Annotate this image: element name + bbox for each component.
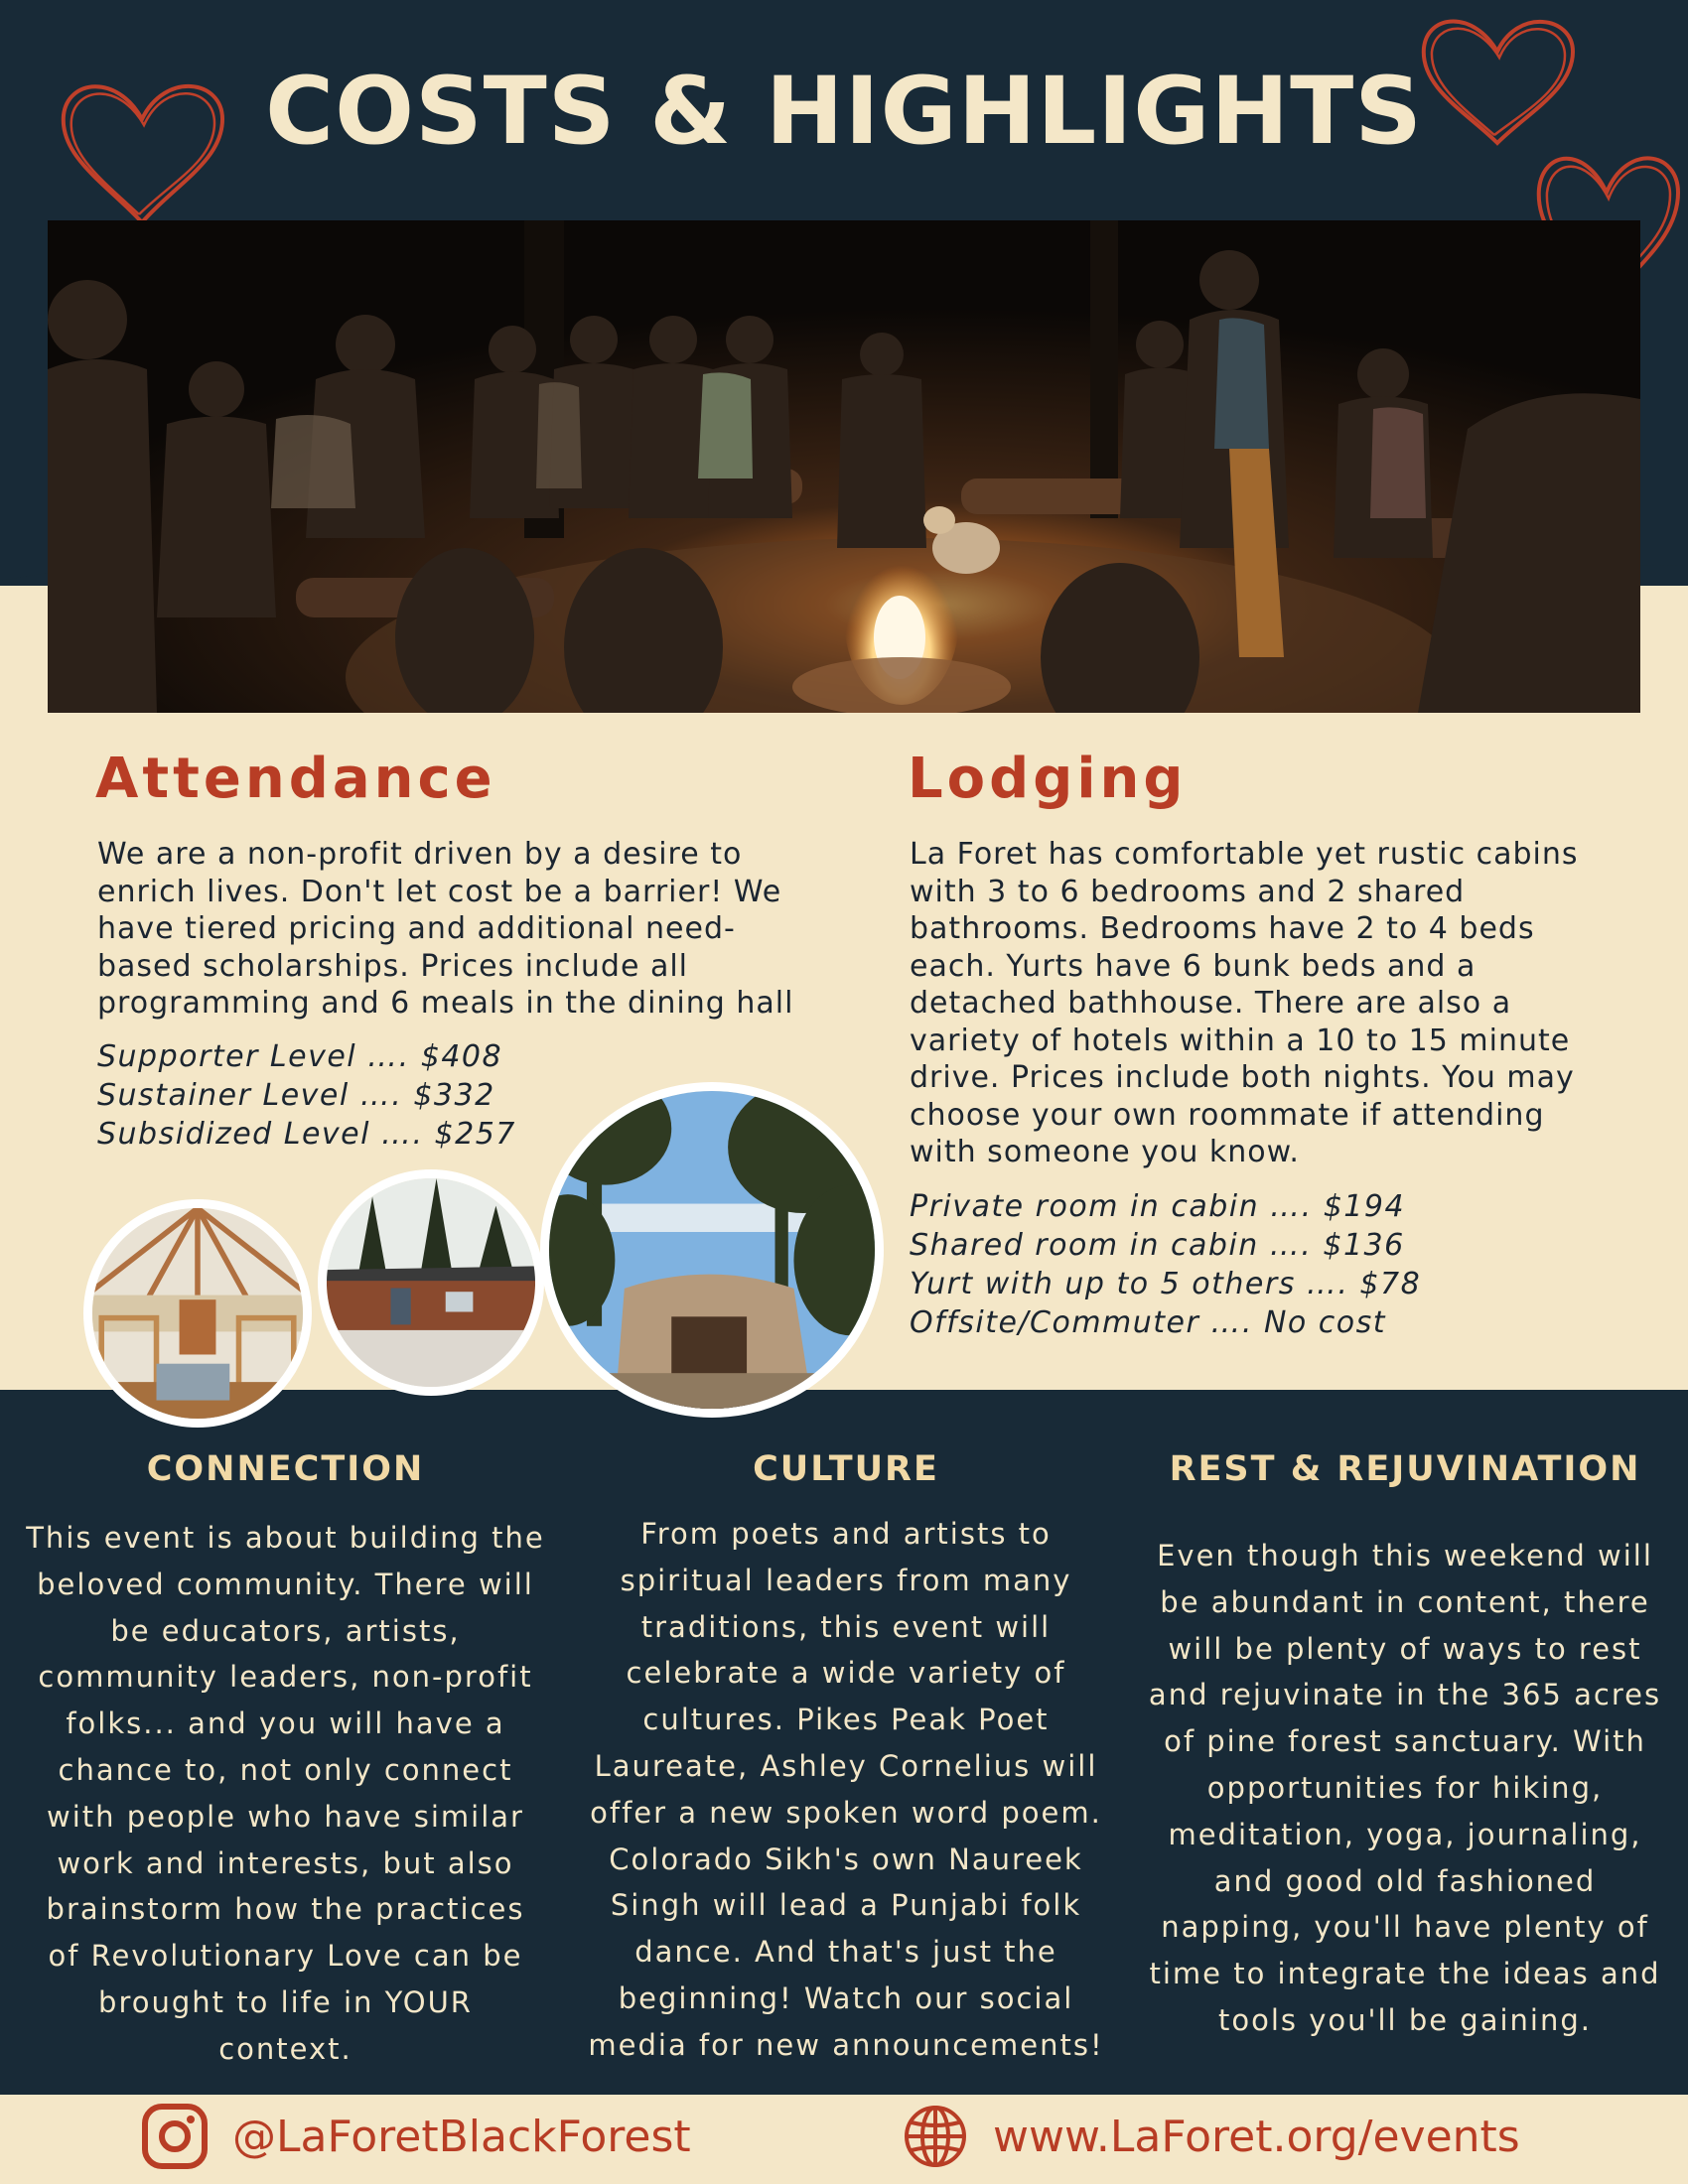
text-line: work and interests, but also — [57, 1845, 514, 1880]
text-line: variety of hotels within a 10 to 15 minute — [910, 1023, 1571, 1058]
text-line: and good old fashioned — [1213, 1863, 1597, 1898]
heart-doodle-icon — [1410, 4, 1584, 153]
rest-rejuvination-text — [1122, 1533, 1688, 2044]
text-line: beginning! Watch our social — [618, 1980, 1074, 2015]
text-line: beloved community. There will — [37, 1567, 534, 1601]
globe-icon — [902, 2103, 969, 2170]
text-line: Even though this weekend will — [1157, 1539, 1653, 1572]
text-line: with people who have similar — [47, 1799, 524, 1834]
culture-text — [573, 1511, 1119, 2069]
text-line: choose your own roommate if attending — [910, 1097, 1545, 1133]
rest-rejuvination-title: REST & REJUVINATION — [1169, 1449, 1641, 1489]
page-title: COSTS & HIGHLIGHTS — [265, 58, 1423, 166]
cabin-photo — [318, 1169, 544, 1396]
lodging-description — [910, 836, 1579, 1171]
text-line: Colorado Sikh's own Naureek — [609, 1842, 1083, 1876]
attendance-description — [97, 836, 793, 1023]
text-line: of pine forest sanctuary. With — [1164, 1724, 1646, 1759]
heart-doodle-icon — [48, 66, 236, 234]
text-line: will be plenty of ways to rest — [1168, 1631, 1642, 1666]
text-line: time to integrate the ideas and — [1149, 1957, 1661, 1991]
culture-title: CULTURE — [753, 1449, 939, 1489]
text-line: cultures. Pikes Peak Poet — [642, 1703, 1050, 1737]
text-line: La Foret has comfortable yet rustic cabins — [910, 837, 1579, 872]
connection-text — [0, 1515, 571, 2073]
text-line: each. Yurts have 6 bunk beds and a — [910, 948, 1477, 984]
text-line: based scholarships. Prices include all — [97, 948, 688, 984]
text-line: dance. And that's just the — [634, 1935, 1057, 1970]
text-line: bathrooms. Bedrooms have 2 to 4 beds — [910, 911, 1535, 946]
price-item: Sustainer Level …. $332 — [97, 1078, 495, 1113]
website-link[interactable] — [902, 2103, 1520, 2170]
text-line: have tiered pricing and additional need- — [97, 911, 736, 946]
text-line: and rejuvinate in the 365 acres — [1148, 1678, 1662, 1712]
instagram-handle: @LaForetBlackForest — [232, 2111, 691, 2162]
text-line: tools you'll be gaining. — [1218, 2002, 1592, 2037]
text-line: offer a new spoken word poem. — [590, 1795, 1102, 1830]
attendance-heading: Attendance — [95, 747, 496, 811]
text-line: media for new announcements! — [588, 2027, 1104, 2062]
website-url: www.LaForet.org/events — [993, 2111, 1520, 2162]
instagram-icon — [141, 2103, 209, 2170]
text-line: context. — [218, 2031, 352, 2066]
text-line: folks... and you will have a — [66, 1706, 505, 1741]
text-line: brought to life in YOUR — [98, 1984, 473, 2019]
lodging-price-list — [910, 1187, 1421, 1342]
text-line: of Revolutionary Love can be — [48, 1939, 523, 1974]
text-line: with someone you know. — [910, 1135, 1300, 1169]
text-line: traditions, this event will — [640, 1609, 1052, 1644]
text-line: enrich lives. Don't let cost be a barrier! We — [97, 874, 782, 909]
price-item: Yurt with up to 5 others …. $78 — [910, 1267, 1422, 1301]
text-line: be abundant in content, there — [1160, 1584, 1650, 1619]
text-line: This event is about building the — [26, 1521, 545, 1555]
price-item: Private room in cabin …. $194 — [910, 1189, 1406, 1224]
text-line: with 3 to 6 bedrooms and 2 shared — [910, 874, 1466, 909]
attendance-price-list — [97, 1037, 516, 1154]
text-line: detached bathhouse. There are also a — [910, 986, 1512, 1021]
text-line: chance to, not only connect — [58, 1752, 513, 1787]
connection-title: CONNECTION — [146, 1449, 425, 1489]
text-line: brainstorm how the practices — [46, 1892, 525, 1927]
text-line: celebrate a wide variety of — [626, 1656, 1066, 1691]
text-line: be educators, artists, — [110, 1613, 461, 1648]
lodging-heading: Lodging — [908, 747, 1188, 811]
text-line: meditation, yoga, journaling, — [1168, 1817, 1642, 1851]
text-line: programming and 6 meals in the dining hall — [97, 986, 794, 1021]
text-line: From poets and artists to — [640, 1517, 1052, 1551]
campfire-photo — [48, 220, 1640, 713]
forest-gate-photo — [540, 1082, 884, 1418]
text-line: Singh will lead a Punjabi folk — [610, 1888, 1082, 1923]
price-item: Shared room in cabin …. $136 — [910, 1228, 1405, 1263]
text-line: community leaders, non-profit — [38, 1660, 533, 1695]
text-line: drive. Prices include both nights. You may — [910, 1060, 1575, 1095]
yurt-interior-photo — [83, 1199, 312, 1428]
instagram-link[interactable] — [141, 2103, 691, 2170]
price-item: Supporter Level …. $408 — [97, 1039, 503, 1074]
text-line: opportunities for hiking, — [1206, 1770, 1604, 1805]
price-item: Subsidized Level …. $257 — [97, 1117, 516, 1152]
text-line: We are a non-profit driven by a desire to — [97, 837, 743, 872]
text-line: Laureate, Ashley Cornelius will — [594, 1748, 1098, 1783]
text-line: napping, you'll have plenty of — [1161, 1910, 1649, 1945]
price-item: Offsite/Commuter …. No cost — [910, 1305, 1387, 1340]
text-line: spiritual leaders from many — [620, 1563, 1072, 1597]
